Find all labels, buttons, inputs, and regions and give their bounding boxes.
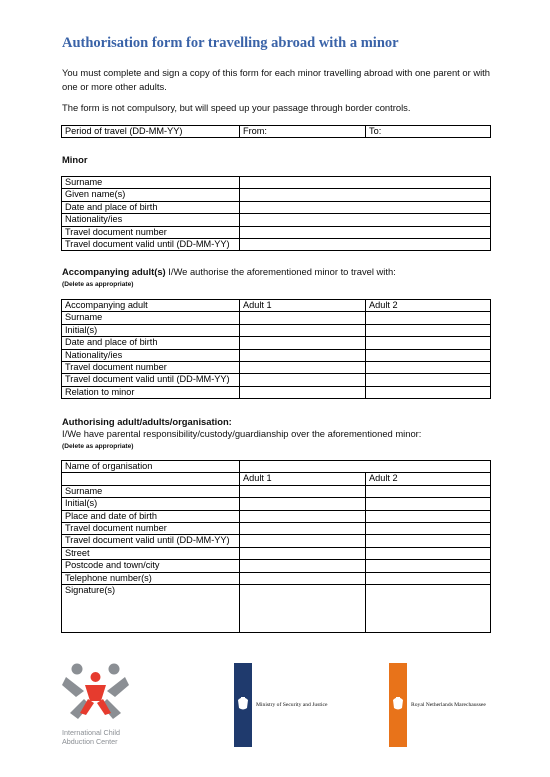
row-label: Street bbox=[62, 547, 240, 559]
table-row bbox=[62, 349, 491, 361]
minor-heading: Minor bbox=[62, 154, 88, 165]
input-field[interactable] bbox=[366, 337, 491, 349]
input-field[interactable] bbox=[366, 374, 491, 386]
row-label: Postcode and town/city bbox=[62, 560, 240, 572]
org-name-field[interactable] bbox=[240, 461, 491, 473]
column-header: Adult 2 bbox=[366, 300, 491, 312]
input-field[interactable] bbox=[240, 201, 491, 213]
signature-row bbox=[62, 584, 491, 632]
page-title: Authorisation form for travelling abroad with a minor bbox=[62, 35, 399, 51]
period-from-field[interactable]: From: bbox=[240, 126, 366, 138]
row-label: Surname bbox=[62, 177, 240, 189]
table-row bbox=[62, 485, 491, 497]
table-row bbox=[62, 386, 491, 398]
input-field[interactable] bbox=[366, 572, 491, 584]
input-field[interactable] bbox=[240, 386, 366, 398]
table-row bbox=[62, 189, 491, 201]
period-to-field[interactable]: To: bbox=[366, 126, 491, 138]
input-field[interactable] bbox=[240, 572, 366, 584]
input-field[interactable] bbox=[240, 361, 366, 373]
input-field[interactable] bbox=[366, 485, 491, 497]
accompanying-heading-text: I/We authorise the aforementioned minor to travel with: bbox=[165, 266, 396, 277]
ministry-label: Ministry of Security and Justice bbox=[256, 702, 328, 708]
row-label: Date and place of birth bbox=[62, 337, 240, 349]
input-field[interactable] bbox=[240, 226, 491, 238]
row-label: Telephone number(s) bbox=[62, 572, 240, 584]
table-row bbox=[62, 337, 491, 349]
input-field[interactable] bbox=[366, 522, 491, 534]
input-field[interactable] bbox=[366, 510, 491, 522]
row-label: Travel document number bbox=[62, 522, 240, 534]
table-row bbox=[62, 510, 491, 522]
icac-logo bbox=[62, 664, 129, 747]
minor-table bbox=[61, 176, 491, 251]
table-row bbox=[62, 498, 491, 510]
input-field[interactable] bbox=[240, 535, 366, 547]
input-field[interactable] bbox=[240, 510, 366, 522]
row-label: Date and place of birth bbox=[62, 201, 240, 213]
input-field[interactable] bbox=[240, 547, 366, 559]
table-row bbox=[62, 312, 491, 324]
table-row bbox=[62, 522, 491, 534]
table-row bbox=[62, 226, 491, 238]
row-label: Nationality/ies bbox=[62, 349, 240, 361]
signature-field[interactable] bbox=[366, 584, 491, 632]
row-label: Travel document valid until (DD-MM-YY) bbox=[62, 374, 240, 386]
row-label: Given name(s) bbox=[62, 189, 240, 201]
icac-line1: International Child bbox=[62, 728, 120, 737]
column-header: Adult 1 bbox=[240, 300, 366, 312]
intro-note: The form is not compulsory, but will speed up your passage through border controls. bbox=[62, 102, 411, 113]
ministry-logo bbox=[234, 663, 328, 747]
table-row bbox=[62, 201, 491, 213]
input-field[interactable] bbox=[366, 361, 491, 373]
input-field[interactable] bbox=[366, 312, 491, 324]
input-field[interactable] bbox=[240, 374, 366, 386]
input-field[interactable] bbox=[240, 238, 491, 250]
input-field[interactable] bbox=[240, 337, 366, 349]
table-header-row bbox=[62, 300, 491, 312]
table-row bbox=[62, 547, 491, 559]
input-field[interactable] bbox=[240, 214, 491, 226]
table-row bbox=[62, 238, 491, 250]
accompanying-note: (Delete as appropriate) bbox=[62, 281, 134, 288]
period-table bbox=[61, 125, 491, 138]
org-label: Name of organisation bbox=[62, 461, 240, 473]
input-field[interactable] bbox=[366, 498, 491, 510]
table-row bbox=[62, 361, 491, 373]
row-label: Nationality/ies bbox=[62, 214, 240, 226]
table-row bbox=[62, 177, 491, 189]
period-label: Period of travel (DD-MM-YY) bbox=[62, 126, 240, 138]
row-label: Travel document number bbox=[62, 226, 240, 238]
input-field[interactable] bbox=[366, 547, 491, 559]
input-field[interactable] bbox=[366, 324, 491, 336]
row-label: Travel document valid until (DD-MM-YY) bbox=[62, 238, 240, 250]
row-label: Relation to minor bbox=[62, 386, 240, 398]
table-row bbox=[62, 214, 491, 226]
input-field[interactable] bbox=[366, 349, 491, 361]
row-label: Travel document valid until (DD-MM-YY) bbox=[62, 535, 240, 547]
input-field[interactable] bbox=[366, 386, 491, 398]
input-field[interactable] bbox=[240, 560, 366, 572]
table-row bbox=[62, 461, 491, 473]
input-field[interactable] bbox=[240, 349, 366, 361]
table-row bbox=[62, 535, 491, 547]
input-field[interactable] bbox=[240, 485, 366, 497]
logos-svg bbox=[0, 655, 550, 777]
table-row bbox=[62, 126, 491, 138]
input-field[interactable] bbox=[240, 312, 366, 324]
icac-line2: Abduction Center bbox=[62, 737, 118, 746]
row-label: Initial(s) bbox=[62, 498, 240, 510]
row-label: Signature(s) bbox=[62, 584, 240, 632]
column-header: Adult 1 bbox=[240, 473, 366, 485]
row-label: Surname bbox=[62, 312, 240, 324]
table-row bbox=[62, 324, 491, 336]
table-row bbox=[62, 560, 491, 572]
row-label: Place and date of birth bbox=[62, 510, 240, 522]
authorising-note: (Delete as appropriate) bbox=[62, 443, 134, 450]
row-label: Surname bbox=[62, 485, 240, 497]
column-header bbox=[62, 473, 240, 485]
input-field[interactable] bbox=[366, 535, 491, 547]
marechaussee-label: Royal Netherlands Marechaussee bbox=[411, 702, 486, 708]
input-field[interactable] bbox=[240, 522, 366, 534]
authorising-heading: Authorising adult/adults/organisation: bbox=[62, 416, 232, 427]
accompanying-heading bbox=[62, 266, 396, 277]
authorising-table bbox=[61, 460, 491, 633]
accompanying-heading-bold: Accompanying adult(s) bbox=[62, 266, 166, 277]
table-header-row bbox=[62, 473, 491, 485]
column-header: Accompanying adult bbox=[62, 300, 240, 312]
input-field[interactable] bbox=[240, 498, 366, 510]
footer-logos bbox=[0, 655, 550, 777]
input-field[interactable] bbox=[240, 177, 491, 189]
row-label: Travel document number bbox=[62, 361, 240, 373]
authorising-subheading: I/We have parental responsibility/custody/guardianship over the aforementioned minor: bbox=[62, 428, 422, 439]
input-field[interactable] bbox=[366, 560, 491, 572]
marechaussee-logo bbox=[389, 663, 486, 747]
row-label: Initial(s) bbox=[62, 324, 240, 336]
input-field[interactable] bbox=[240, 189, 491, 201]
accompanying-table bbox=[61, 299, 491, 399]
column-header: Adult 2 bbox=[366, 473, 491, 485]
input-field[interactable] bbox=[240, 324, 366, 336]
table-row bbox=[62, 572, 491, 584]
intro-paragraph: You must complete and sign a copy of this form for each minor travelling abroad with one parent or with one or more other adults. bbox=[62, 67, 491, 92]
signature-field[interactable] bbox=[240, 584, 366, 632]
table-row bbox=[62, 374, 491, 386]
